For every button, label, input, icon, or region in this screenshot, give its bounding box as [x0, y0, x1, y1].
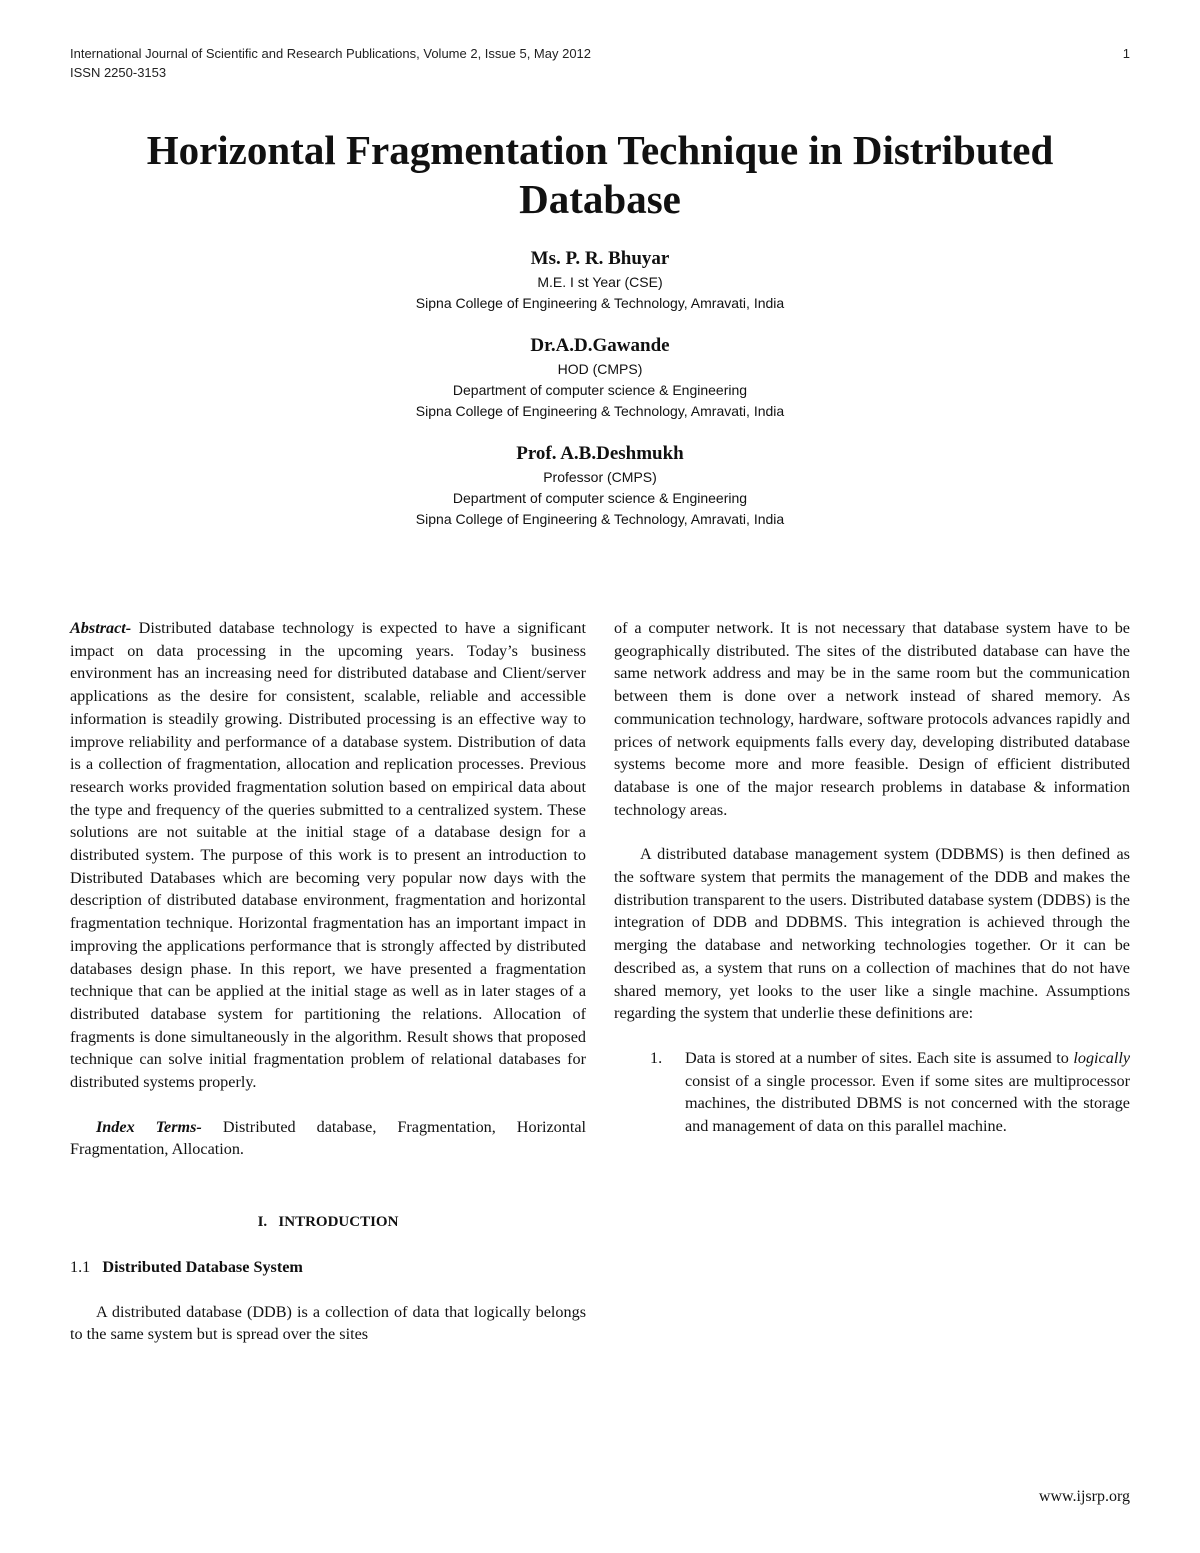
journal-citation: International Journal of Scientific and Research Publications, Volume 2, Issue 5, May 2012: [70, 46, 592, 61]
abstract-label: Abstract-: [70, 619, 132, 637]
author-name: Dr.A.D.Gawande: [530, 335, 670, 356]
intro-paragraph: A distributed database (DDB) is a collection of data that logically belongs to the same system but is spread over the sites: [70, 1302, 586, 1344]
index-terms-label: Index Terms-: [96, 1117, 202, 1136]
abstract-text: Distributed database technology is expected to have a significant impact on data processing in the upcoming years. Today’s business environment has an increasing need for distributed database and Client/server applications as the desire for consistent, scalable, reliable and accessible information is steadily growing. Distributed processing is an effective way to improve reliability and performance of a database system. Distribution of data is a collection of fragmentation, allocation and replication processes. Previous research works provided fragmentation solution based on empirical data about the type and frequency of the queries submitted to a centralized system. These solutions are not suitable at the initial stage of a database design for a distributed system. The purpose of this work is to present an introduction to Distributed Databases which are becoming very popular now days with the description of distributed database environment, fragmentation and horizontal fragmentation technique. Horizontal fragmentation has an important impact in improving the applications performance that is strongly affected by distributed databases design phase. In this report, we have presented a fragmentation technique that can be applied at the initial stage as well as in later stages of a distributed database system for partitioning the relations. Allocation of fragments is done simultaneously in the algorithm. Result shows that proposed technique can solve initial fragmentation problem of relational databases for distributed systems properly.: [70, 619, 587, 1092]
right-column: [614, 617, 1130, 1138]
author-block: [70, 246, 1130, 549]
author-affiliation: Sipna College of Engineering & Technology, Amravati, India: [415, 295, 785, 311]
list-item: [614, 1047, 1130, 1138]
author-3: [70, 441, 1130, 530]
section-heading: [70, 1211, 586, 1234]
author-affiliation: HOD (CMPS): [557, 361, 643, 377]
body-paragraph: of a computer network. It is not necessary that database system have to be geographically distributed. The sites of the distributed database can have the same network address and may be in the same room but the communication between them is done over a network instead of shared memory. As communication technology, hardware, software protocols advances rapidly and prices of network equipments falls every day, developing distributed database systems become more and more feasible. Design of efficient distributed database is one of the major research problems in database & information technology areas.: [614, 619, 1130, 819]
author-1: [70, 246, 1130, 314]
list-text: Data is stored at a number of sites. Each site is assumed to: [685, 1048, 1069, 1067]
index-terms: [70, 1116, 586, 1161]
list-italic: logically: [1073, 1048, 1130, 1067]
list-number: 1.: [650, 1048, 663, 1067]
author-name: Prof. A.B.Deshmukh: [516, 443, 684, 464]
assumption-list: [614, 1047, 1130, 1138]
index-terms-text: Distributed database, Fragmentation, Horizontal Fragmentation, Allocation.: [70, 1117, 587, 1159]
author-affiliation: Professor (CMPS): [543, 469, 657, 485]
author-affiliation: M.E. I st Year (CSE): [537, 274, 663, 290]
left-column: [70, 617, 586, 1346]
author-affiliation: Sipna College of Engineering & Technology, Amravati, India: [415, 403, 785, 419]
list-text: consist of a single processor. Even if some sites are multiprocessor machines, the distributed DBMS is not concerned with the storage and management of data on this parallel machine.: [685, 1071, 1130, 1136]
author-2: [70, 333, 1130, 422]
issn: ISSN 2250-3153: [70, 65, 167, 80]
abstract: [70, 617, 586, 1094]
paper-title: Horizontal Fragmentation Technique in Distributed Database: [146, 127, 1054, 222]
page-number: 1: [1122, 46, 1130, 61]
page-header: [70, 44, 1130, 82]
body-paragraph: A distributed database management system (DDBMS) is then defined as the software system that permits the management of the DDB and makes the distribution transparent to the users. Distributed database system (DDBS) is the integration of DDB and DDBMS. This integration is achieved through the merging the database and networking technologies together. Or it can be described as, a system that runs on a collection of machines that do not have shared memory, yet looks to the user like a single machine. Assumptions regarding the system that underlie these definitions are:: [614, 845, 1130, 1023]
section-number: I.: [257, 1214, 268, 1231]
author-affiliation: Department of computer science & Engineering: [452, 382, 748, 398]
author-name: Ms. P. R. Bhuyar: [530, 248, 670, 269]
author-affiliation: Sipna College of Engineering & Technology, Amravati, India: [415, 511, 785, 527]
footer-url: www.ijsrp.org: [1038, 1488, 1130, 1505]
section-title: INTRODUCTION: [278, 1214, 399, 1231]
author-affiliation: Department of computer science & Engineering: [452, 490, 748, 506]
subsection-heading: [70, 1256, 586, 1279]
subsection-number: 1.1: [70, 1257, 91, 1276]
subsection-title: Distributed Database System: [102, 1257, 303, 1276]
